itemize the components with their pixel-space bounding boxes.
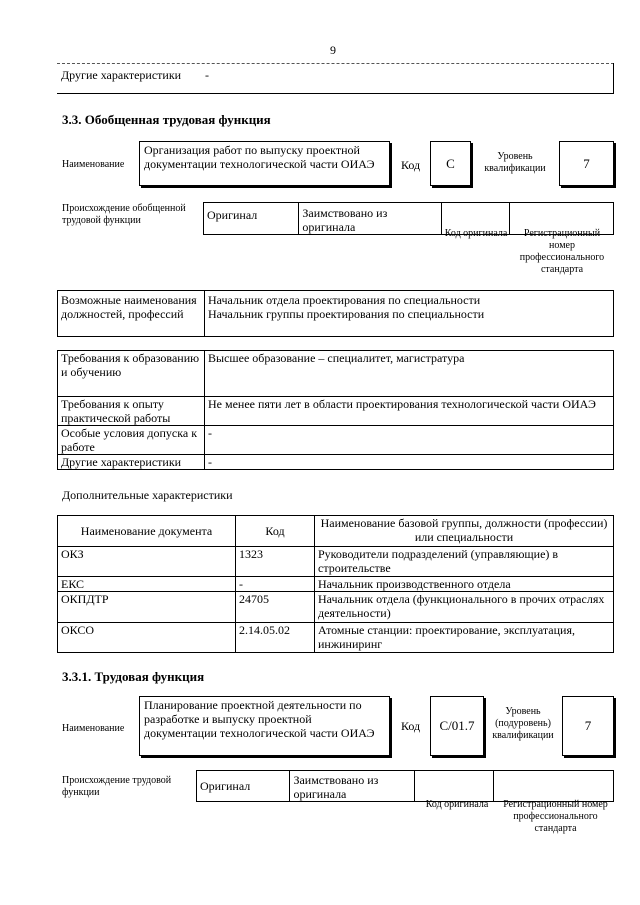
req-label: Особые условия допуска к работе — [58, 426, 205, 455]
s331-origin-borrowed: Заимствовано из оригинала — [290, 771, 414, 802]
s33-code-value: C — [446, 156, 455, 171]
req-value: - — [205, 426, 614, 455]
s33-name-value: Организация работ по выпуску проектной документации технологической части ОИАЭ — [144, 143, 375, 171]
s33-code-box — [430, 141, 471, 186]
s33-origin-borrowed: Заимствовано из оригинала — [299, 203, 441, 235]
s331-code-box — [430, 696, 484, 756]
req-label: Другие характеристики — [58, 455, 205, 470]
section-3-3-title: 3.3. Обобщенная трудовая функция — [62, 112, 271, 127]
page-number: 9 — [330, 43, 336, 57]
s33-name-box — [139, 141, 390, 186]
s33-origin-reg-caption: Регистрационный номер профессионального стандарта — [519, 228, 605, 275]
req-value: - — [205, 455, 614, 470]
req-value: Высшее образование – специалитет, магистратура — [205, 351, 614, 397]
s331-origin-reg-cell — [493, 771, 613, 802]
s331-origin-table — [196, 770, 614, 802]
additional-code: 1323 — [236, 547, 315, 577]
req-label: Требования к опыту практической работы — [58, 397, 205, 426]
req-value: Не менее пяти лет в области проектирования технологической части ОИАЭ — [205, 397, 614, 426]
s33-origin-code-caption: Код оригинала — [444, 228, 508, 239]
s33-code-label: Код — [401, 158, 421, 172]
additional-doc: ОКСО — [58, 623, 236, 653]
section-3-3-1-title: 3.3.1. Трудовая функция — [62, 669, 205, 684]
top-row — [57, 63, 614, 94]
additional-table — [57, 515, 614, 653]
s331-code-value: C/01.7 — [439, 718, 475, 733]
additional-name: Начальник производственного отдела — [315, 577, 614, 592]
additional-title: Дополнительные характеристики — [62, 488, 233, 502]
s33-name-label: Наименование — [62, 159, 125, 170]
position-item: Начальник отдела проектирования по специальности — [208, 293, 481, 307]
positions-values — [205, 291, 614, 337]
positions-table — [57, 290, 614, 337]
positions-label: Возможные наименования должностей, профессий — [58, 291, 205, 337]
req-label: Требования к образованию и обучению — [58, 351, 205, 397]
additional-header-name: Наименование базовой группы, должности (профессии) или специальности — [315, 516, 614, 547]
s331-origin-code-caption: Код оригинала — [425, 799, 489, 810]
additional-name: Руководители подразделений (управляющие) в строительстве — [315, 547, 614, 577]
s33-origin-label: Происхождение обобщенной трудовой функции — [62, 203, 186, 226]
additional-doc: ЕКС — [58, 577, 236, 592]
requirements-table — [57, 350, 614, 470]
s331-level-value: 7 — [584, 718, 592, 733]
s331-origin-label: Происхождение трудовой функции — [62, 775, 172, 798]
additional-code: 2.14.05.02 — [236, 623, 315, 653]
s33-origin-original: Оригинал — [204, 203, 299, 235]
s33-level-value: 7 — [583, 156, 590, 171]
additional-doc: ОКПДТР — [58, 592, 236, 623]
position-item: Начальник группы проектирования по специальности — [208, 307, 485, 321]
s331-origin-reg-caption: Регистрационный номер профессионального стандарта — [503, 799, 608, 834]
s331-level-label: Уровень (подуровень) квалификации — [492, 706, 554, 741]
additional-doc: ОКЗ — [58, 547, 236, 577]
s33-level-label: Уровень квалификации — [484, 151, 546, 174]
s33-level-box — [559, 141, 614, 186]
top-row-value: - — [205, 68, 209, 82]
additional-code: 24705 — [236, 592, 315, 623]
s331-code-label: Код — [401, 719, 421, 733]
s331-level-box — [562, 696, 614, 756]
additional-name: Атомные станции: проектирование, эксплуатация, инжиниринг — [315, 623, 614, 653]
top-row-label: Другие характеристики — [61, 68, 182, 82]
s331-origin-original: Оригинал — [197, 771, 290, 802]
s331-origin-code-cell — [414, 771, 493, 802]
s331-name-value: Планирование проектной деятельности по разработке и выпуску проектной документации технологической части ОИАЭ — [144, 698, 375, 740]
additional-code: - — [236, 577, 315, 592]
additional-name: Начальник отдела (функционального в прочих отраслях деятельности) — [315, 592, 614, 623]
additional-header-doc: Наименование документа — [58, 516, 236, 547]
additional-header-code: Код — [236, 516, 315, 547]
s331-name-label: Наименование — [62, 723, 125, 734]
s331-name-box — [139, 696, 390, 756]
